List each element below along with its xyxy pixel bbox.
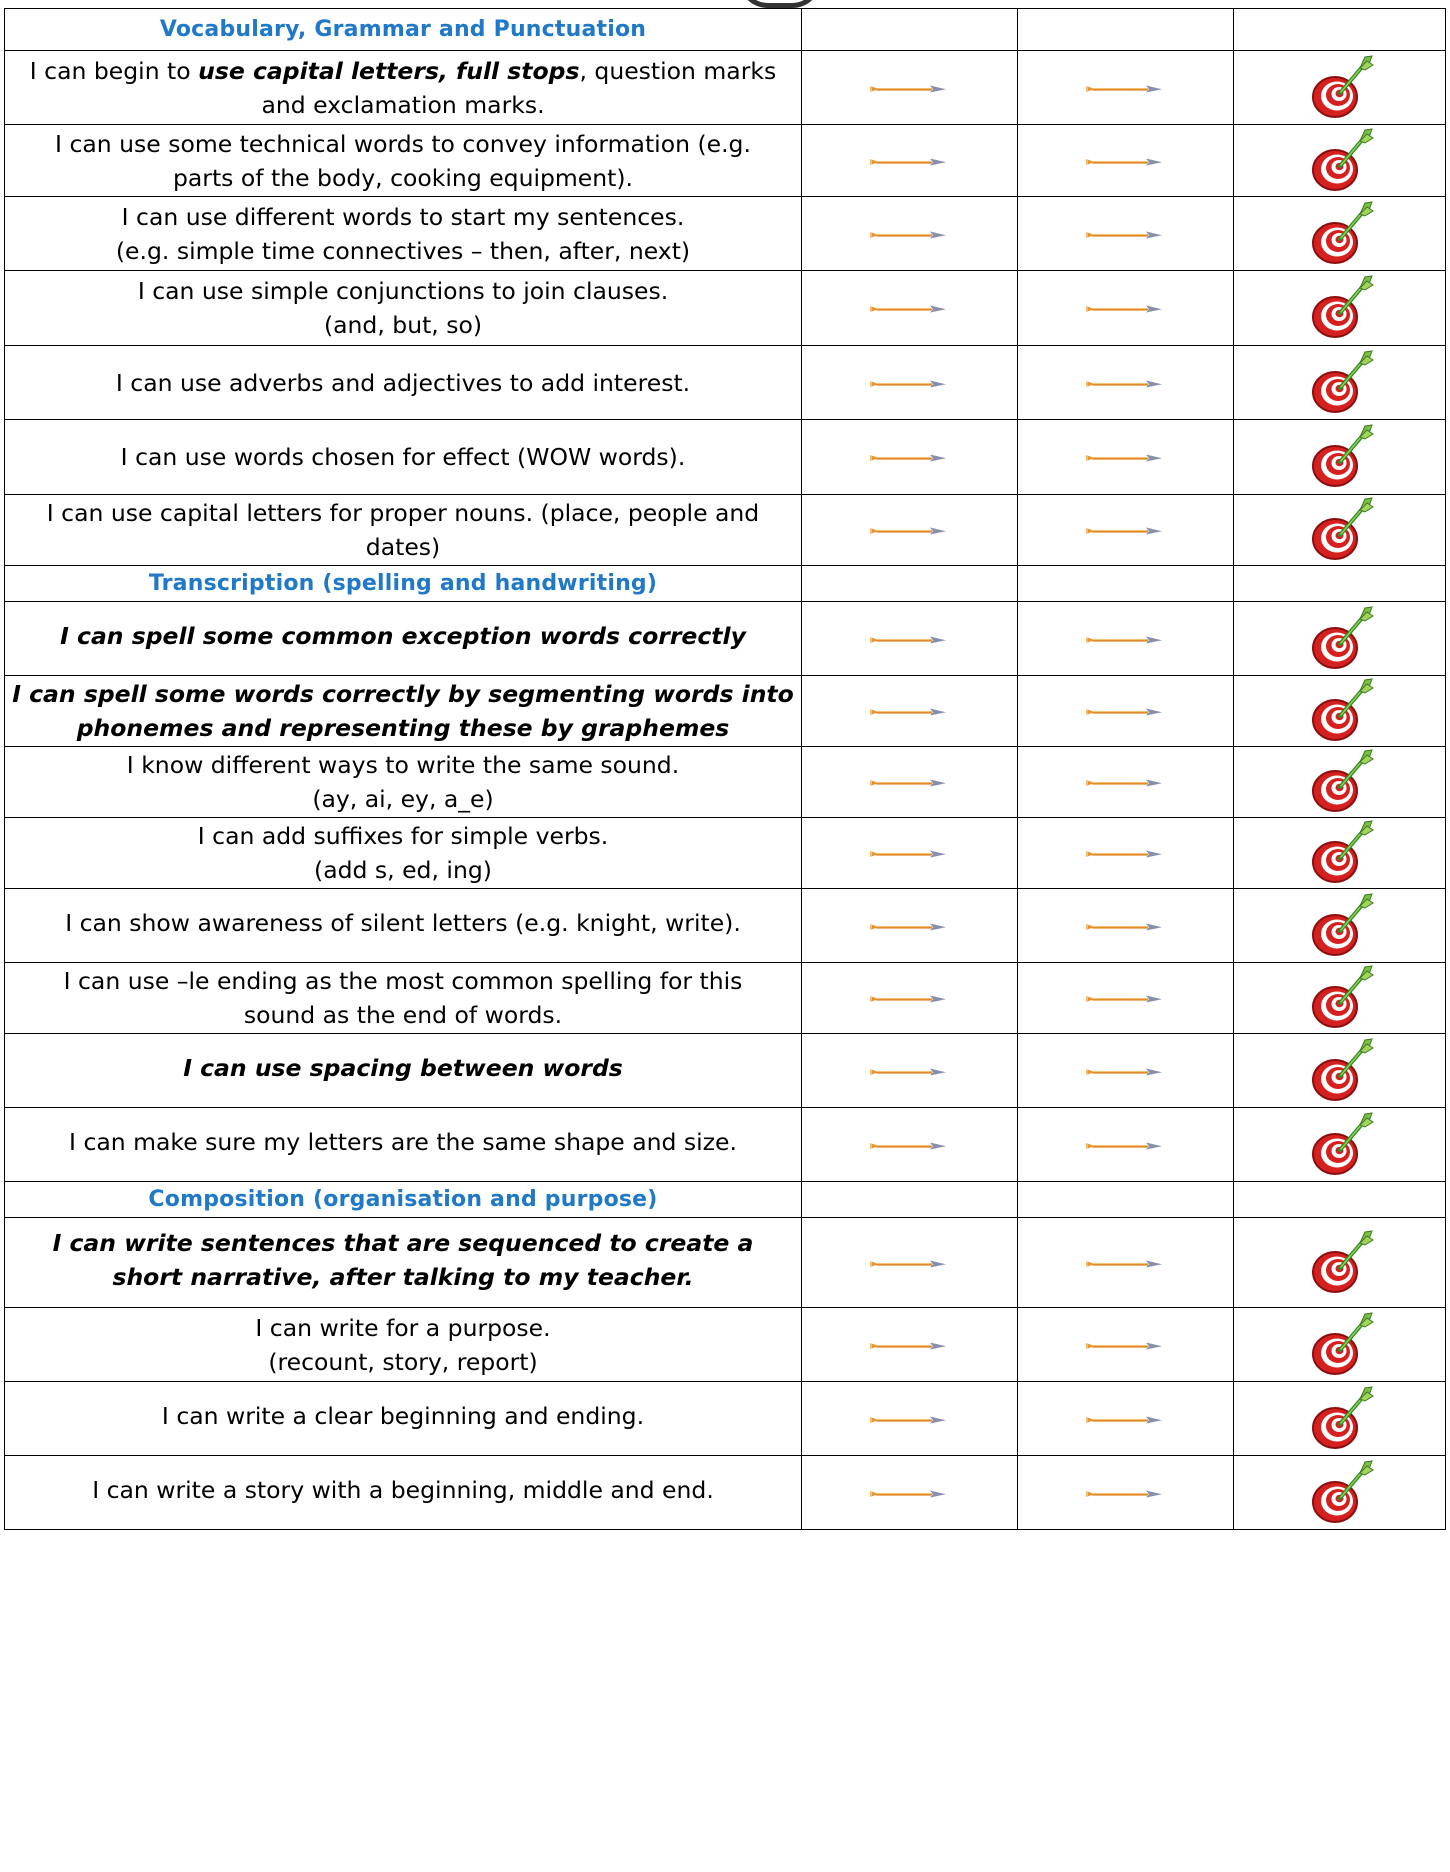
statement [5,1226,801,1294]
progress-cell-column-3[interactable] [1234,420,1446,495]
statement-line [5,819,801,853]
statement [5,819,801,887]
statement-cell [5,495,802,566]
statement-cell [5,197,802,271]
statement-line [5,619,801,653]
progress-cell-column-2[interactable] [1018,889,1234,963]
statement-text: dates) [365,533,441,561]
progress-cell-column-1[interactable] [802,125,1018,197]
progress-cell-column-2[interactable] [1018,818,1234,889]
statement-line [5,274,801,308]
statement [5,619,801,653]
arrow-icon [870,300,950,319]
progress-cell-column-3[interactable] [1234,271,1446,346]
statement-cell [5,51,802,125]
statement-text: I can write for a purpose. [255,1313,551,1342]
statement-line [5,677,801,711]
statement-row [5,963,1446,1034]
emphasized-text: phonemes and representing these by graphemes [76,714,730,742]
target-with-dart-icon [1305,1014,1375,1033]
statement-line [5,88,801,122]
arrow-icon [870,449,950,468]
statement-row [5,1108,1446,1182]
statement-line [5,308,801,342]
progress-cell-column-2[interactable] [1018,495,1234,566]
progress-cell-column-1[interactable] [802,51,1018,125]
statement-text: I can write a clear beginning and ending. [161,1401,645,1430]
progress-cell-column-1[interactable] [802,1308,1018,1382]
progress-cell-column-1[interactable] [802,889,1018,963]
target-with-dart-icon [1305,942,1375,961]
statement [5,1051,801,1085]
statement-text: (and, but, so) [323,311,483,339]
arrow-icon [870,918,950,937]
arrow-icon [870,226,950,245]
target-with-dart-icon [1305,869,1375,888]
progress-cell-column-3[interactable] [1234,1382,1446,1456]
progress-cell-column-2[interactable] [1018,1456,1234,1530]
statement-text: I can show awareness of silent letters (e.g. knight, write). [65,908,741,937]
section-header-empty-cell [1018,1182,1234,1218]
statement [5,440,801,474]
arrow-icon [870,990,950,1009]
statement-line [5,1226,801,1260]
statement-text: I can make sure my letters are the same shape and size. [69,1127,737,1156]
arrow-icon [1086,1411,1166,1430]
statement-line [5,54,801,88]
progress-cell-column-3[interactable] [1234,51,1446,125]
progress-cell-column-2[interactable] [1018,197,1234,271]
progress-cell-column-3[interactable] [1234,1218,1446,1308]
statement [5,1399,801,1433]
statement-text: (recount, story, report) [268,1347,538,1376]
arrow-icon [1086,845,1166,864]
emphasized-text: I can spell some common exception words correctly [60,621,746,650]
progress-cell-column-2[interactable] [1018,1308,1234,1382]
statement-text: I know different ways to write the same sound. [126,751,680,779]
arrow-icon [1086,153,1166,172]
progress-cell-column-2[interactable] [1018,1108,1234,1182]
emphasized-text: use capital letters, full stops [198,56,580,85]
progress-cell-column-1[interactable] [802,818,1018,889]
statement-line [5,1399,801,1433]
statement-cell [5,1034,802,1108]
section-header-empty-cell [1018,566,1234,602]
statement-line [5,1125,801,1159]
target-with-dart-icon [1305,399,1375,418]
statement-cell [5,346,802,420]
statement [5,366,801,400]
progress-cell-column-1[interactable] [802,197,1018,271]
arrow-icon [1086,990,1166,1009]
statement-text: I can use adverbs and adjectives to add interest. [115,368,691,397]
arrow-icon [1086,1485,1166,1504]
progress-cell-column-1[interactable] [802,346,1018,420]
progress-cell-column-1[interactable] [802,271,1018,346]
progress-cell-column-2[interactable] [1018,747,1234,818]
emphasized-text: I can use spacing between words [183,1053,623,1082]
progress-cell-column-3[interactable] [1234,1034,1446,1108]
statement-cell [5,889,802,963]
arrow-icon [870,80,950,99]
progress-cell-column-3[interactable] [1234,495,1446,566]
progress-cell-column-1[interactable] [802,747,1018,818]
progress-cell-column-1[interactable] [802,495,1018,566]
arrow-icon [1086,300,1166,319]
progress-cell-column-2[interactable] [1018,1382,1234,1456]
target-with-dart-icon [1305,727,1375,746]
arrow-icon [870,1411,950,1430]
section-title: Vocabulary, Grammar and Punctuation [5,9,802,51]
section-header-empty-cell [1018,9,1234,51]
statement [5,1473,801,1507]
target-with-dart-icon [1305,1087,1375,1106]
statement-text: I can write a story with a beginning, middle and end. [92,1475,714,1504]
statement-line [5,234,801,268]
statement-line [5,127,801,161]
arrow-icon [1086,703,1166,722]
progress-cell-column-2[interactable] [1018,271,1234,346]
statement-text: , question marks [579,56,777,85]
arrow-icon [1086,226,1166,245]
section-title: Composition (organisation and purpose) [5,1182,802,1218]
statement-row [5,1034,1446,1108]
statement-cell [5,1218,802,1308]
statement-cell [5,963,802,1034]
statement-cell [5,818,802,889]
target-with-dart-icon [1305,546,1375,565]
statement-text: I can add suffixes for simple verbs. [197,822,609,850]
target-with-dart-icon [1305,104,1375,123]
statement-cell [5,1456,802,1530]
progress-cell-column-1[interactable] [802,676,1018,747]
statement-text: (e.g. simple time connectives – then, after, next) [115,236,691,265]
statement-text: I can use words chosen for effect (WOW words). [120,443,686,471]
progress-cell-column-2[interactable] [1018,346,1234,420]
arrow-icon [1086,80,1166,99]
progress-cell-column-1[interactable] [802,1034,1018,1108]
statement-cell [5,1308,802,1382]
statement-row [5,818,1446,889]
statement-line [5,440,801,474]
arrow-icon [1086,449,1166,468]
arrow-icon [1086,631,1166,650]
statement-cell [5,1382,802,1456]
progress-cell-column-1[interactable] [802,420,1018,495]
arrow-icon [1086,375,1166,394]
statement [5,127,801,195]
statement-line [5,366,801,400]
statement [5,748,801,816]
statement-text: I can use capital letters for proper nouns. (place, people and [46,499,760,527]
statement [5,1311,801,1379]
progress-cell-column-2[interactable] [1018,51,1234,125]
statement-row [5,1456,1446,1530]
statement-row [5,271,1446,346]
arrow-icon [1086,918,1166,937]
statement-line [5,161,801,195]
section-header-row [5,566,1446,602]
statement-line [5,964,801,998]
arrow-icon [870,153,950,172]
progress-cell-column-2[interactable] [1018,420,1234,495]
progress-cell-column-1[interactable] [802,1218,1018,1308]
statement [5,964,801,1032]
emphasized-text: I can spell some words correctly by segmenting words into [12,680,794,708]
progress-cell-column-2[interactable] [1018,1218,1234,1308]
statement [5,274,801,342]
statement-text: I can use simple conjunctions to join clauses. [137,277,669,305]
progress-cell-column-3[interactable] [1234,1108,1446,1182]
checklist-body [5,9,1446,1530]
progress-cell-column-2[interactable] [1018,963,1234,1034]
progress-cell-column-3[interactable] [1234,818,1446,889]
section-header-empty-cell [802,9,1018,51]
statement [5,200,801,268]
arrow-icon [1086,1063,1166,1082]
section-header-empty-cell [1234,566,1446,602]
statement-line [5,1311,801,1345]
statement [5,54,801,122]
target-with-dart-icon [1305,655,1375,674]
target-with-dart-icon [1305,1161,1375,1180]
statement-text: sound as the end of words. [243,1001,563,1029]
progress-cell-column-2[interactable] [1018,125,1234,197]
section-header-empty-cell [802,1182,1018,1218]
progress-cell-column-2[interactable] [1018,676,1234,747]
statement-cell [5,271,802,346]
arrow-icon [870,522,950,541]
statement [5,1125,801,1159]
statement-text: I can use –le ending as the most common spelling for this [63,967,743,995]
statement-text: and exclamation marks. [261,90,545,119]
section-header-empty-cell [802,566,1018,602]
statement-text: I can use different words to start my sentences. [121,202,685,231]
statement-line [5,711,801,745]
arrow-icon [1086,522,1166,541]
statement-cell [5,676,802,747]
statement-line [5,1051,801,1085]
statement-row [5,420,1446,495]
progress-cell-column-3[interactable] [1234,1456,1446,1530]
statement-text: parts of the body, cooking equipment). [172,163,634,192]
progress-cell-column-3[interactable] [1234,346,1446,420]
statement-text: I can use some technical words to convey information (e.g. [55,129,751,158]
progress-cell-column-2[interactable] [1018,1034,1234,1108]
arrow-icon [870,845,950,864]
statement-text: I can begin to [29,56,199,85]
emphasized-text: I can write sentences that are sequenced to create a [52,1228,754,1257]
statement [5,906,801,940]
arrow-icon [870,703,950,722]
statement-text: (add s, ed, ing) [314,856,492,884]
statement [5,496,801,564]
arrow-icon [870,375,950,394]
target-with-dart-icon [1305,473,1375,492]
arrow-icon [870,1337,950,1356]
statement [5,677,801,745]
arrow-icon [870,1485,950,1504]
statement-row [5,346,1446,420]
statement-row [5,889,1446,963]
statement-line [5,1260,801,1294]
target-with-dart-icon [1305,798,1375,817]
section-header-row [5,9,1446,51]
progress-cell-column-1[interactable] [802,1456,1018,1530]
statement-row [5,495,1446,566]
arrow-icon [870,631,950,650]
section-header-empty-cell [1234,9,1446,51]
statement-line [5,748,801,782]
statement-line [5,906,801,940]
progress-cell-column-3[interactable] [1234,125,1446,197]
statement-row [5,51,1446,125]
arrow-icon [870,774,950,793]
progress-cell-column-3[interactable] [1234,602,1446,676]
section-header-empty-cell [1234,1182,1446,1218]
statement-text: (ay, ai, ey, a_e) [312,785,494,813]
writing-checklist-table [4,8,1446,1530]
statement-line [5,853,801,887]
progress-cell-column-3[interactable] [1234,1308,1446,1382]
progress-cell-column-1[interactable] [802,1382,1018,1456]
target-with-dart-icon [1305,1279,1375,1298]
statement-row [5,747,1446,818]
arrow-icon [870,1255,950,1274]
statement-line [5,782,801,816]
progress-cell-column-3[interactable] [1234,197,1446,271]
progress-cell-column-1[interactable] [802,1108,1018,1182]
statement-cell [5,1108,802,1182]
arrow-icon [1086,1255,1166,1274]
section-header-row [5,1182,1446,1218]
arrow-icon [870,1137,950,1156]
arrow-icon [870,1063,950,1082]
statement-cell [5,420,802,495]
progress-cell-column-1[interactable] [802,602,1018,676]
heading-glyph-fragment [738,0,822,8]
progress-cell-column-3[interactable] [1234,963,1446,1034]
target-with-dart-icon [1305,1509,1375,1528]
progress-cell-column-1[interactable] [802,963,1018,1034]
arrow-icon [1086,774,1166,793]
target-with-dart-icon [1305,250,1375,269]
statement-row [5,1218,1446,1308]
target-with-dart-icon [1305,324,1375,343]
progress-cell-column-3[interactable] [1234,747,1446,818]
progress-cell-column-2[interactable] [1018,602,1234,676]
statement-line [5,998,801,1032]
progress-cell-column-3[interactable] [1234,676,1446,747]
target-with-dart-icon [1305,1435,1375,1454]
statement-line [5,1473,801,1507]
statement-row [5,602,1446,676]
statement-line [5,530,801,564]
statement-cell [5,125,802,197]
statement-cell [5,602,802,676]
statement-row [5,125,1446,197]
statement-line [5,496,801,530]
statement-row [5,197,1446,271]
statement-row [5,1308,1446,1382]
target-with-dart-icon [1305,1361,1375,1380]
progress-cell-column-3[interactable] [1234,889,1446,963]
arrow-icon [1086,1137,1166,1156]
statement-line [5,200,801,234]
heading-glyph-shape [738,0,822,8]
statement-cell [5,747,802,818]
target-with-dart-icon [1305,177,1375,196]
arrow-icon [1086,1337,1166,1356]
statement-line [5,1345,801,1379]
statement-row [5,676,1446,747]
emphasized-text: short narrative, after talking to my teacher. [112,1262,694,1291]
section-title: Transcription (spelling and handwriting) [5,566,802,602]
statement-row [5,1382,1446,1456]
